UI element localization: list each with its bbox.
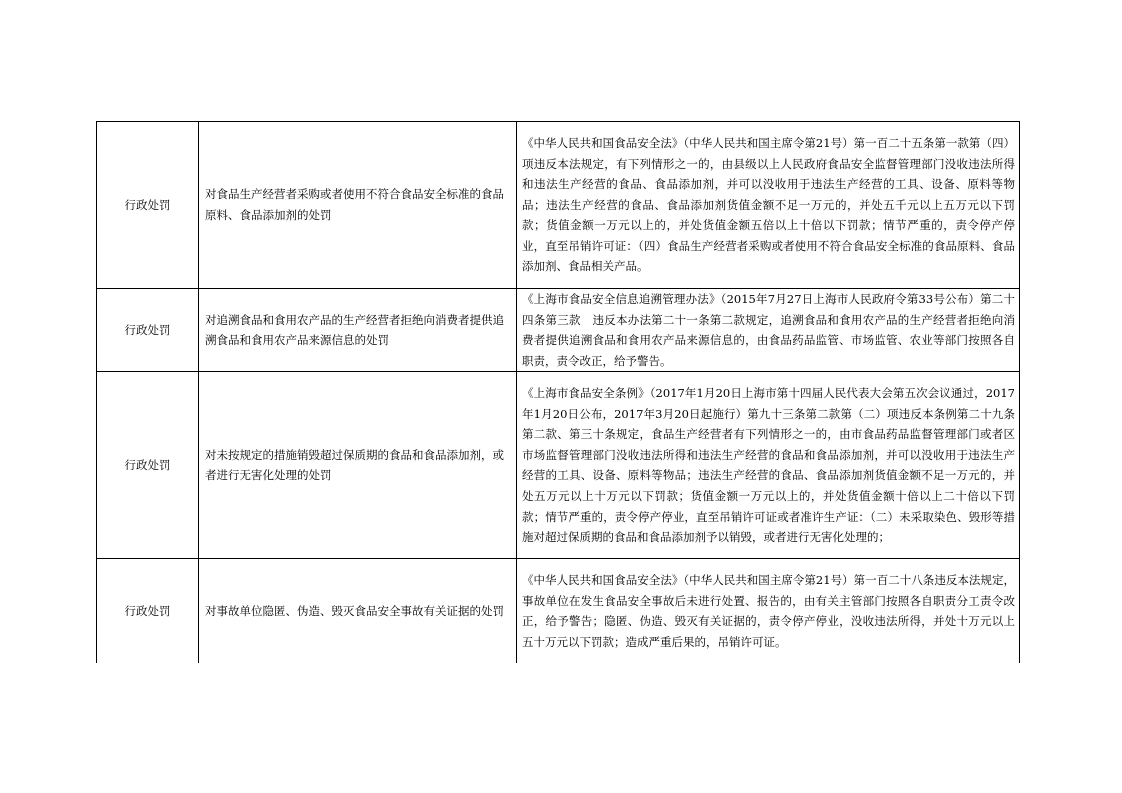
penalty-item-cell: 对食品生产经营者采购或者使用不符合食品安全标准的食品原料、食品添加剂的处罚 [199, 122, 517, 289]
table-row [97, 122, 1020, 289]
penalty-type-cell: 行政处罚 [97, 122, 199, 289]
table-row [97, 289, 1020, 372]
legal-basis-cell: 《中华人民共和国食品安全法》（中华人民共和国主席令第21号）第一百二十五条第一款第（四）项违反本法规定，有下列情形之一的，由县级以上人民政府食品安全监督管理部门没收违法所得和违法生产经营的食品、食品添加剂，并可以没收用于违法生产经营的工具、设备、原料等物品；违法生产经营的食品、食品添加剂货值金额不足一万元的，并处五千元以上五万元以下罚款；货值金额一万元以上的，并处货值金额五倍以上十倍以下罚款；情节严重的，责令停产停业，直至吊销许可证：（四）食品生产经营者采购或者使用不符合食品安全标准的食品原料、食品添加剂、食品相关产品。 [517, 122, 1020, 289]
penalty-type-cell: 行政处罚 [97, 289, 199, 372]
penalty-item-cell: 对事故单位隐匿、伪造、毁灭食品安全事故有关证据的处罚 [199, 559, 517, 664]
penalty-item-cell: 对追溯食品和食用农产品的生产经营者拒绝向消费者提供追溯食品和食用农产品来源信息的处罚 [199, 289, 517, 372]
legal-basis-cell: 《上海市食品安全信息追溯管理办法》（2015年7月27日上海市人民政府令第33号公布）第二十四条第三款 违反本办法第二十一条第二款规定，追溯食品和食用农产品的生产经营者拒绝向消费者提供追溯食品和食用农产品来源信息的，由食品药品监管、市场监管、农业等部门按照各自职责，责令改正，给予警告。 [517, 289, 1020, 372]
penalty-table [96, 121, 1020, 663]
legal-basis-cell: 《上海市食品安全条例》（2017年1月20日上海市第十四届人民代表大会第五次会议通过，2017年1月20日公布，2017年3月20日起施行）第九十三条第二款第（二）项违反本条例第二十九条第二款、第三十条规定，食品生产经营者有下列情形之一的，由市食品药品监督管理部门或者区市场监督管理部门没收违法所得和违法生产经营的食品和食品添加剂，并可以没收用于违法生产经营的工具、设备、原料等物品；违法生产经营的食品、食品添加剂货值金额不足一万元的，并处五万元以上十万元以下罚款；货值金额一万元以上的，并处货值金额十倍以上二十倍以下罚款；情节严重的，责令停产停业，直至吊销许可证或者准许生产证：（二）未采取染色、毁形等措施对超过保质期的食品和食品添加剂予以销毁，或者进行无害化处理的； [517, 372, 1020, 559]
table-row [97, 559, 1020, 664]
legal-basis-cell: 《中华人民共和国食品安全法》（中华人民共和国主席令第21号）第一百二十八条违反本法规定，事故单位在发生食品安全事故后未进行处置、报告的，由有关主管部门按照各自职责分工责令改正，给予警告；隐匿、伪造、毁灭有关证据的，责令停产停业，没收违法所得，并处十万元以上五十万元以下罚款；造成严重后果的，吊销许可证。 [517, 559, 1020, 664]
penalty-type-cell: 行政处罚 [97, 559, 199, 664]
penalty-type-cell: 行政处罚 [97, 372, 199, 559]
penalty-item-cell: 对未按规定的措施销毁超过保质期的食品和食品添加剂，或者进行无害化处理的处罚 [199, 372, 517, 559]
table-row [97, 372, 1020, 559]
